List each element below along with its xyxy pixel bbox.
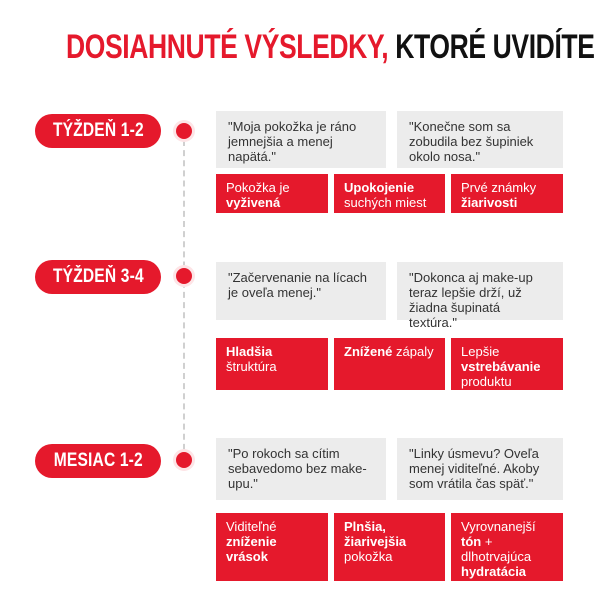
timeline-dot (176, 268, 192, 284)
quote-card: "Začervenanie na lícach je oveľa menej." (216, 262, 386, 320)
result-card: Hladšia štruktúra (216, 338, 328, 390)
timeline-line (183, 140, 185, 460)
result-card: Lepšie vstrebávanie produktu (451, 338, 563, 390)
quote-card: "Konečne som sa zobudila bez šupiniek okolo nosa." (397, 111, 563, 168)
result-card: Pokožka je vyživená (216, 174, 328, 213)
quote-card: "Po rokoch sa cítim sebavedomo bez make-upu." (216, 438, 386, 500)
stage-label-month-1-2: MESIAC 1-2 (35, 444, 161, 478)
result-card: Viditeľné zníženie vrások (216, 513, 328, 581)
result-card: Znížené zápaly (334, 338, 445, 390)
title-part-1: DOSIAHNUTÉ VÝSLEDKY, (66, 28, 389, 66)
result-card: Vyrovnanejší tón + dlhotrvajúca hydratácia (451, 513, 563, 581)
result-card: Upokojenie suchých miest (334, 174, 445, 213)
quote-card: "Moja pokožka je ráno jemnejšia a menej napätá." (216, 111, 386, 168)
page-title (66, 28, 595, 67)
timeline-dot (176, 123, 192, 139)
title-part-2: KTORÉ UVIDÍTE (395, 28, 595, 66)
result-card: Prvé známky žiarivosti (451, 174, 563, 213)
stage-label-week-3-4: TÝŽDEŇ 3-4 (35, 260, 161, 294)
timeline-dot (176, 452, 192, 468)
result-card: Plnšia, žiarivejšia pokožka (334, 513, 445, 581)
quote-card: "Linky úsmevu? Oveľa menej viditeľné. Akoby som vrátila čas späť." (397, 438, 563, 500)
quote-card: "Dokonca aj make-up teraz lepšie drží, už žiadna šupinatá textúra." (397, 262, 563, 320)
stage-label-week-1-2: TÝŽDEŇ 1-2 (35, 114, 161, 148)
